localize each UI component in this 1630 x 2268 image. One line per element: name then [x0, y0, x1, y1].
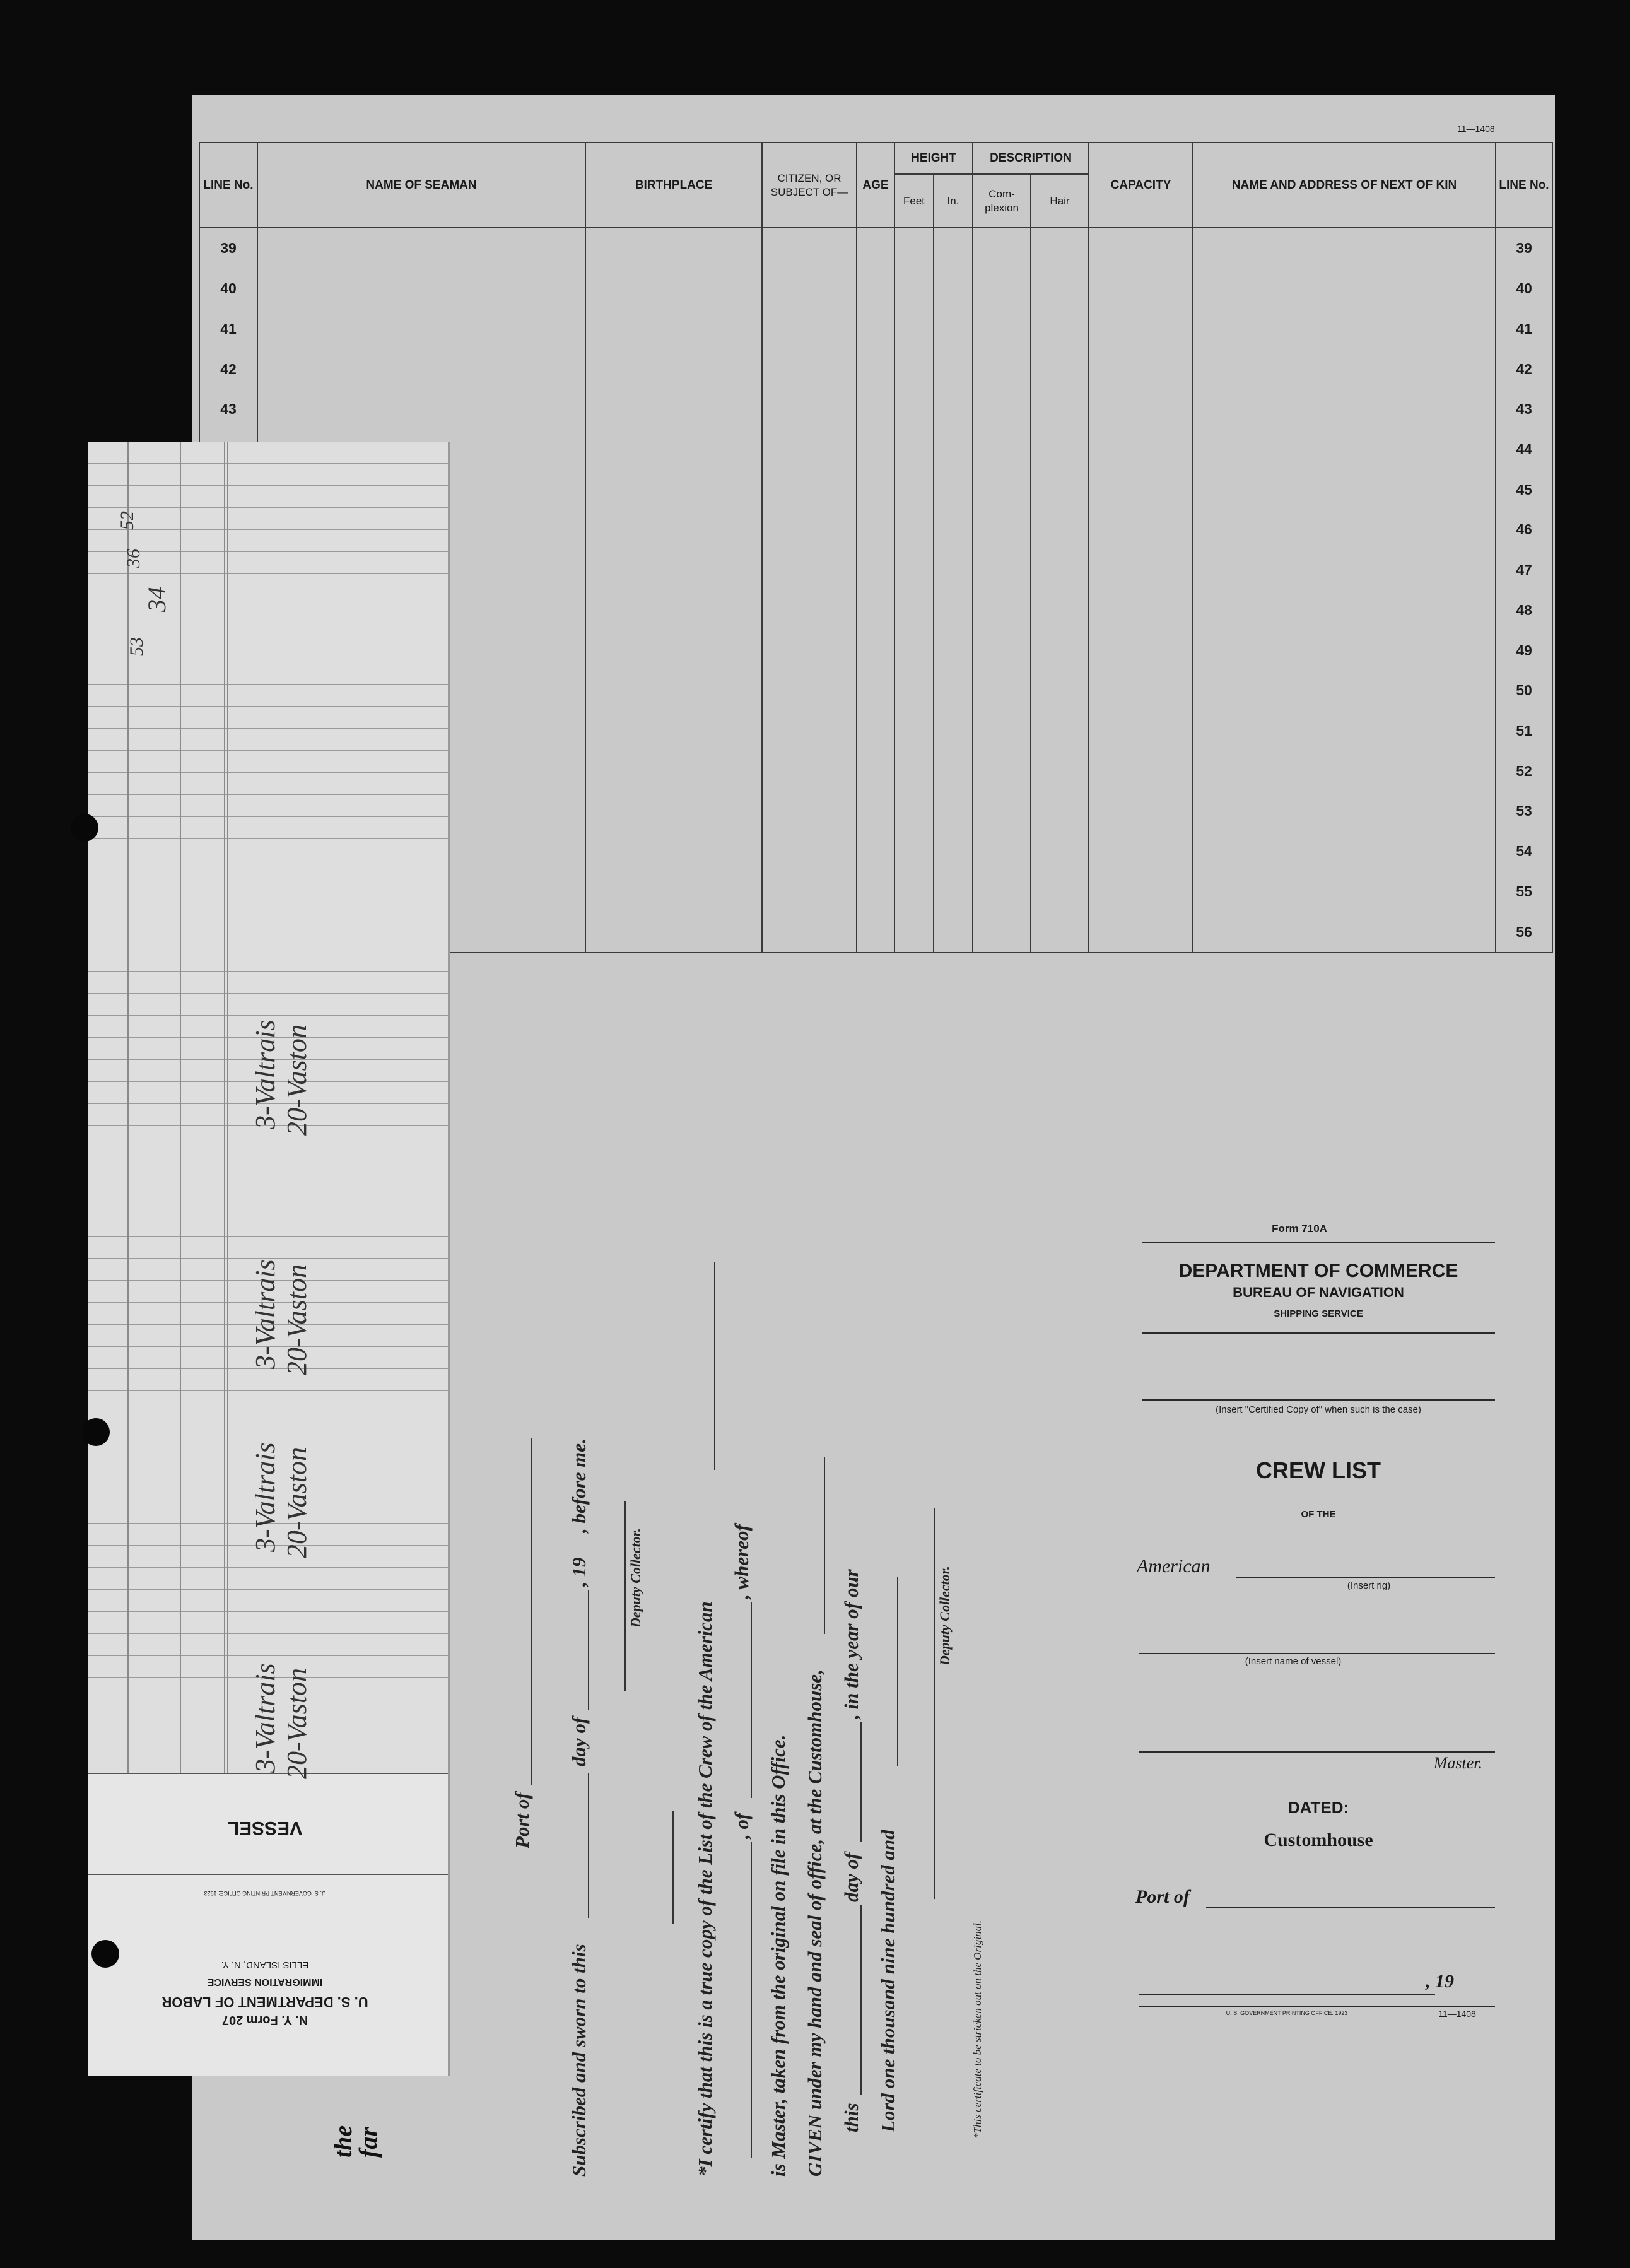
handwriting-1: 3-Valtrais	[250, 1019, 281, 1129]
table-cell	[1031, 791, 1089, 831]
slip-divider	[88, 1773, 448, 1774]
table-cell	[585, 228, 762, 269]
table-cell	[973, 269, 1031, 309]
table-cell	[1089, 469, 1193, 510]
table-cell	[762, 671, 857, 711]
table-cell	[934, 791, 973, 831]
cert-given: GIVEN under my hand and seal of office, at the Customhouse,	[804, 1669, 826, 2177]
year-label: , 19	[1426, 1971, 1454, 1992]
header-feet: Feet	[894, 174, 934, 228]
master-line	[1139, 1751, 1495, 1753]
line-number-right: 55	[1496, 872, 1552, 912]
cert-day-of: day of	[568, 1717, 590, 1766]
table-cell	[894, 590, 934, 630]
table-cell	[1193, 872, 1496, 912]
form-code: Form 710A	[1272, 1223, 1327, 1235]
table-cell	[585, 269, 762, 309]
table-cell	[585, 831, 762, 872]
cert-footnote: *This certificate to be stricken out on the Original.	[971, 1920, 983, 2139]
divider	[1139, 2006, 1495, 2007]
table-cell	[257, 269, 585, 309]
line-number-right: 40	[1496, 269, 1552, 309]
insert-rig-hint: (Insert rig)	[1347, 1580, 1391, 1591]
cert-whereof: , whereof	[730, 1524, 753, 1599]
table-cell	[585, 469, 762, 510]
table-cell	[934, 711, 973, 751]
table-cell	[857, 831, 894, 872]
table-cell	[1031, 711, 1089, 751]
table-cell	[1193, 590, 1496, 630]
table-cell	[1193, 430, 1496, 470]
table-cell	[1089, 308, 1193, 349]
line-number-right: 54	[1496, 831, 1552, 872]
table-cell	[934, 550, 973, 591]
line-number-right: 52	[1496, 751, 1552, 791]
slip-ellis: ELLIS ISLAND, N. Y.	[221, 1960, 309, 1970]
table-cell	[973, 831, 1031, 872]
table-cell	[1193, 308, 1496, 349]
cert-line	[860, 1905, 862, 2095]
table-cell	[762, 469, 857, 510]
table-cell	[973, 590, 1031, 630]
table-cell	[973, 430, 1031, 470]
table-cell	[1031, 671, 1089, 711]
table-cell	[973, 630, 1031, 671]
table-cell	[973, 349, 1031, 389]
table-cell	[1193, 912, 1496, 953]
table-cell	[857, 269, 894, 309]
handwriting-4: 20-Vaston	[281, 1264, 312, 1375]
table-cell	[934, 872, 973, 912]
service-title: SHIPPING SERVICE	[1274, 1308, 1363, 1319]
table-cell	[585, 912, 762, 953]
table-cell	[762, 349, 857, 389]
table-cell	[1193, 711, 1496, 751]
handwriting-8: 20-Vaston	[281, 1668, 312, 1779]
table-cell	[762, 510, 857, 550]
line-number: 42	[199, 349, 257, 389]
table-cell	[1031, 751, 1089, 791]
cert-of: , of	[730, 1813, 753, 1839]
table-cell	[1193, 550, 1496, 591]
table-cell	[894, 912, 934, 953]
table-cell	[1193, 349, 1496, 389]
table-cell	[1031, 630, 1089, 671]
table-cell	[894, 430, 934, 470]
table-cell	[585, 872, 762, 912]
line-number-right: 53	[1496, 791, 1552, 831]
cert-nineteen: , 19	[568, 1557, 590, 1587]
table-cell	[934, 912, 973, 953]
cert-certify: *I certify that this is a true copy of the List of the Crew of the American	[694, 1601, 716, 2177]
table-cell	[1089, 912, 1193, 953]
table-cell	[894, 791, 934, 831]
table-cell	[857, 671, 894, 711]
table-cell	[762, 751, 857, 791]
header-line-no: LINE No.	[199, 143, 257, 228]
table-cell	[934, 349, 973, 389]
table-cell	[1193, 389, 1496, 430]
line-number: 41	[199, 308, 257, 349]
table-cell	[1031, 590, 1089, 630]
table-cell	[585, 751, 762, 791]
table-cell	[973, 228, 1031, 269]
header-name-of-seaman: NAME OF SEAMAN	[257, 143, 585, 228]
table-cell	[1089, 630, 1193, 671]
table-cell	[1089, 590, 1193, 630]
table-cell	[894, 269, 934, 309]
slip-service: IMMIGRATION SERVICE	[207, 1977, 323, 1987]
table-cell	[1031, 469, 1089, 510]
table-cell	[1193, 671, 1496, 711]
table-cell	[857, 872, 894, 912]
table-cell	[973, 389, 1031, 430]
table-cell	[1031, 550, 1089, 591]
table-cell	[1089, 751, 1193, 791]
table-cell	[973, 550, 1031, 591]
slip-printing: U. S. GOVERNMENT PRINTING OFFICE: 1923	[204, 1890, 326, 1896]
line-number-right: 39	[1496, 228, 1552, 269]
table-cell	[857, 590, 894, 630]
header-capacity: CAPACITY	[1089, 143, 1193, 228]
header-height: HEIGHT	[894, 143, 973, 174]
line-number: 39	[199, 228, 257, 269]
margin-number-3: 34	[143, 587, 171, 612]
table-cell	[762, 590, 857, 630]
certificate-block	[492, 1167, 1060, 2177]
cert-deputy-1: Deputy Collector.	[628, 1528, 643, 1628]
table-cell	[1031, 831, 1089, 872]
table-cell	[857, 630, 894, 671]
of-the-label: OF THE	[1301, 1509, 1336, 1520]
table-cell	[1193, 630, 1496, 671]
table-row	[199, 389, 1552, 430]
header-line-no-right: LINE No.	[1496, 143, 1552, 228]
table-cell	[857, 349, 894, 389]
table-cell	[1193, 469, 1496, 510]
cert-line	[860, 1722, 862, 1842]
table-cell	[934, 469, 973, 510]
line-number-right: 43	[1496, 389, 1552, 430]
table-cell	[1193, 228, 1496, 269]
table-cell	[894, 228, 934, 269]
table-cell	[934, 308, 973, 349]
table-cell	[1031, 510, 1089, 550]
table-row	[199, 228, 1552, 269]
cert-signature-line	[934, 1508, 935, 1899]
table-cell	[894, 349, 934, 389]
cert-port-line	[531, 1438, 532, 1785]
fragment-text-2: far	[354, 2127, 382, 2158]
table-cell	[894, 510, 934, 550]
cert-line	[588, 1773, 589, 1918]
table-cell	[1089, 228, 1193, 269]
cert-line	[714, 1262, 715, 1470]
table-cell	[762, 831, 857, 872]
table-cell	[1193, 510, 1496, 550]
table-cell	[894, 671, 934, 711]
slip-divider	[88, 1874, 448, 1875]
table-cell	[585, 671, 762, 711]
table-cell	[762, 269, 857, 309]
margin-number-2: 36	[123, 549, 144, 568]
rig-line	[1236, 1577, 1495, 1578]
table-cell	[1193, 751, 1496, 791]
handwriting-3: 3-Valtrais	[250, 1259, 281, 1369]
header-description: DESCRIPTION	[973, 143, 1089, 174]
table-cell	[857, 510, 894, 550]
cert-year-of-our: , in the year of our	[840, 1569, 862, 1719]
table-cell	[1031, 269, 1089, 309]
cert-before-me: , before me.	[568, 1438, 590, 1533]
table-cell	[585, 308, 762, 349]
table-cell	[857, 912, 894, 953]
american-label: American	[1137, 1556, 1211, 1577]
cert-line	[897, 1577, 898, 1766]
table-cell	[1089, 269, 1193, 309]
table-cell	[934, 430, 973, 470]
punch-hole	[82, 1418, 110, 1446]
handwriting-2: 20-Vaston	[281, 1025, 312, 1136]
table-cell	[1031, 228, 1089, 269]
table-cell	[857, 751, 894, 791]
line-number: 43	[199, 389, 257, 430]
line-number-right: 46	[1496, 510, 1552, 550]
table-cell	[585, 550, 762, 591]
cert-divider	[672, 1811, 674, 1924]
cert-signature-line	[624, 1501, 626, 1691]
table-cell	[973, 469, 1031, 510]
customhouse-label: Customhouse	[1264, 1830, 1373, 1850]
printing-note: U. S. GOVERNMENT PRINTING OFFICE: 1923	[1226, 2010, 1348, 2016]
table-cell	[1031, 389, 1089, 430]
table-cell	[585, 590, 762, 630]
table-cell	[894, 630, 934, 671]
table-row	[199, 308, 1552, 349]
cert-line	[588, 1590, 589, 1710]
table-cell	[585, 711, 762, 751]
table-cell	[973, 671, 1031, 711]
form-number-top: 11—1408	[1457, 124, 1495, 134]
cert-subscribed: Subscribed and sworn to this	[568, 1944, 590, 2177]
port-of-label: Port of	[1135, 1886, 1190, 1907]
line-number-right: 50	[1496, 671, 1552, 711]
cert-lord: Lord one thousand nine hundred and	[877, 1830, 899, 2132]
table-cell	[894, 389, 934, 430]
table-row	[199, 269, 1552, 309]
line-number: 40	[199, 269, 257, 309]
cert-line	[751, 1842, 752, 2158]
table-cell	[257, 228, 585, 269]
table-cell	[762, 711, 857, 751]
table-cell	[1031, 349, 1089, 389]
line-number-right: 49	[1496, 630, 1552, 671]
line-number-right: 44	[1496, 430, 1552, 470]
table-cell	[894, 550, 934, 591]
line-number-right: 48	[1496, 590, 1552, 630]
table-cell	[762, 550, 857, 591]
dated-label: DATED:	[1287, 1798, 1349, 1817]
bureau-title: BUREAU OF NAVIGATION	[1233, 1284, 1404, 1300]
slip-vessel: VESSEL	[227, 1818, 303, 1838]
line-number-right: 51	[1496, 711, 1552, 751]
table-cell	[585, 389, 762, 430]
bottom-form-number: 11—1408	[1438, 2009, 1476, 2019]
table-row	[199, 349, 1552, 389]
table-cell	[1089, 389, 1193, 430]
table-cell	[1193, 269, 1496, 309]
cert-line	[751, 1602, 752, 1798]
table-cell	[894, 308, 934, 349]
margin-number-1: 52	[117, 511, 138, 530]
header-in: In.	[934, 174, 973, 228]
table-cell	[1193, 831, 1496, 872]
table-cell	[1031, 912, 1089, 953]
header-citizen: CITIZEN, OR SUBJECT OF—	[762, 143, 857, 228]
table-cell	[762, 791, 857, 831]
line-number-right: 47	[1496, 550, 1552, 591]
table-cell	[857, 550, 894, 591]
table-cell	[762, 912, 857, 953]
table-cell	[973, 711, 1031, 751]
table-cell	[1089, 510, 1193, 550]
table-cell	[1089, 671, 1193, 711]
margin-number-4: 53	[126, 637, 147, 656]
table-cell	[934, 831, 973, 872]
table-cell	[973, 751, 1031, 791]
table-cell	[1089, 550, 1193, 591]
vessel-line	[1139, 1653, 1495, 1654]
table-cell	[934, 228, 973, 269]
table-cell	[857, 791, 894, 831]
divider	[1142, 1242, 1495, 1243]
table-cell	[762, 430, 857, 470]
handwriting-5: 3-Valtrais	[250, 1442, 281, 1552]
slip-form: N. Y. Form 207	[221, 2013, 308, 2027]
table-cell	[894, 469, 934, 510]
table-cell	[585, 630, 762, 671]
ellis-island-slip	[88, 442, 450, 2076]
table-cell	[894, 711, 934, 751]
table-cell	[585, 430, 762, 470]
table-cell	[257, 389, 585, 430]
table-cell	[857, 389, 894, 430]
table-cell	[1089, 872, 1193, 912]
table-cell	[1089, 791, 1193, 831]
table-cell	[257, 349, 585, 389]
cert-day-of-2: day of	[840, 1852, 862, 1902]
table-cell	[857, 711, 894, 751]
table-cell	[894, 872, 934, 912]
table-cell	[1089, 349, 1193, 389]
table-cell	[762, 389, 857, 430]
slip-dept: U. S. DEPARTMENT OF LABOR	[161, 1994, 368, 2010]
punch-hole	[71, 814, 98, 842]
table-cell	[973, 791, 1031, 831]
master-label: Master.	[1433, 1754, 1482, 1772]
header-next-of-kin: NAME AND ADDRESS OF NEXT OF KIN	[1193, 143, 1496, 228]
table-cell	[1031, 872, 1089, 912]
table-cell	[973, 308, 1031, 349]
table-cell	[857, 430, 894, 470]
date-line	[1139, 1994, 1435, 1995]
table-cell	[934, 269, 973, 309]
table-cell	[585, 510, 762, 550]
cert-deputy-2: Deputy Collector.	[937, 1566, 953, 1666]
fragment-text-1: the	[329, 2125, 357, 2158]
table-cell	[894, 831, 934, 872]
line-number-right: 45	[1496, 469, 1552, 510]
table-cell	[973, 872, 1031, 912]
cert-is-master: is Master, taken from the original on file in this Office.	[767, 1734, 789, 2177]
table-cell	[934, 510, 973, 550]
table-cell	[934, 751, 973, 791]
header-complexion: Com- plexion	[973, 174, 1031, 228]
table-cell	[857, 228, 894, 269]
table-cell	[257, 308, 585, 349]
table-cell	[762, 872, 857, 912]
line-number-right: 41	[1496, 308, 1552, 349]
header-age: AGE	[857, 143, 894, 228]
table-cell	[1031, 308, 1089, 349]
slip-header	[88, 1773, 448, 2076]
table-cell	[894, 751, 934, 791]
cert-port-of: Port of	[511, 1792, 533, 1848]
table-cell	[1089, 831, 1193, 872]
port-line	[1206, 1907, 1495, 1908]
table-cell	[762, 308, 857, 349]
certified-copy-hint: (Insert "Certified Copy of" when such is the case)	[1216, 1404, 1421, 1415]
table-cell	[934, 389, 973, 430]
table-cell	[973, 912, 1031, 953]
table-cell	[1031, 430, 1089, 470]
table-cell	[1089, 711, 1193, 751]
line-number-right: 56	[1496, 912, 1552, 953]
table-cell	[762, 630, 857, 671]
line-number-right: 42	[1496, 349, 1552, 389]
cert-this: this	[840, 2103, 862, 2132]
insert-vessel-hint: (Insert name of vessel)	[1245, 1656, 1342, 1667]
table-cell	[585, 349, 762, 389]
crew-list-title: CREW LIST	[1256, 1457, 1381, 1483]
table-cell	[973, 510, 1031, 550]
handwriting-6: 20-Vaston	[281, 1447, 312, 1558]
cert-line	[824, 1457, 825, 1634]
table-cell	[857, 469, 894, 510]
table-cell	[857, 308, 894, 349]
table-cell	[1089, 430, 1193, 470]
header-birthplace: BIRTHPLACE	[585, 143, 762, 228]
header-hair: Hair	[1031, 174, 1089, 228]
table-cell	[934, 671, 973, 711]
punch-hole	[91, 1940, 119, 1968]
table-cell	[934, 630, 973, 671]
table-cell	[934, 590, 973, 630]
table-cell	[585, 791, 762, 831]
table-cell	[1193, 791, 1496, 831]
handwriting-7: 3-Valtrais	[250, 1663, 281, 1773]
certified-copy-line	[1142, 1399, 1495, 1401]
divider	[1142, 1332, 1495, 1334]
department-title: DEPARTMENT OF COMMERCE	[1178, 1260, 1458, 1281]
table-cell	[762, 228, 857, 269]
